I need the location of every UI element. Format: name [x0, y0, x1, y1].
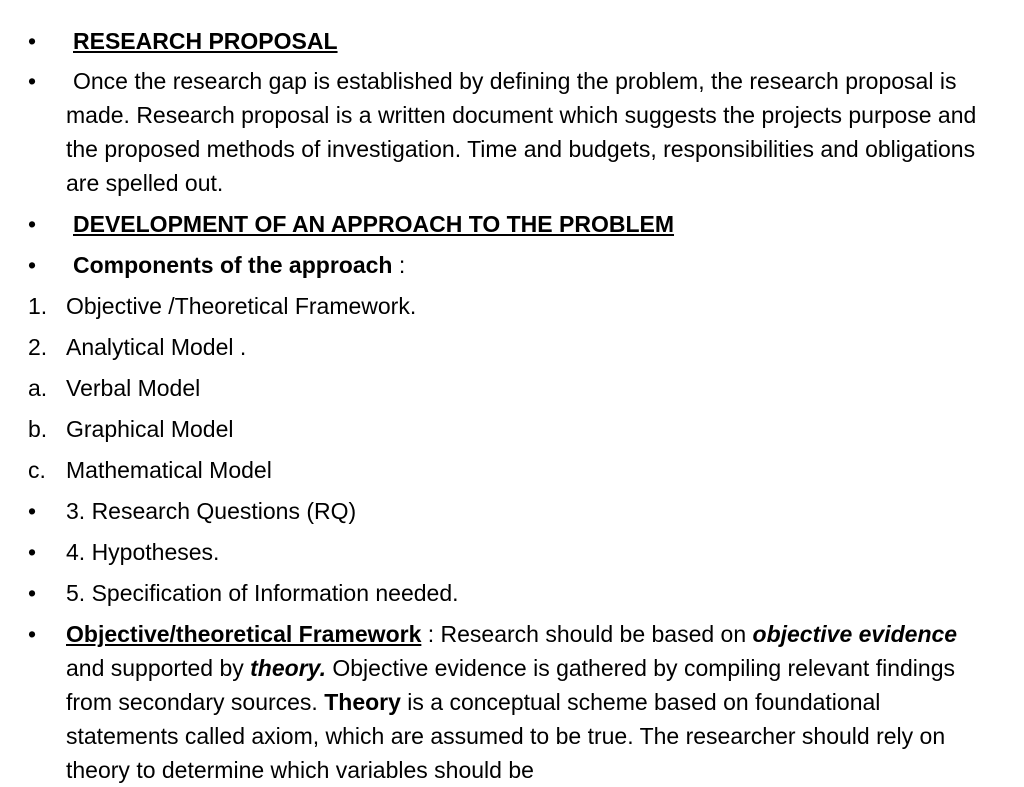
bullet-marker: •	[28, 211, 37, 237]
bullet-marker: •	[28, 68, 37, 94]
heading-research-proposal: RESEARCH PROPOSAL	[73, 28, 338, 54]
paragraph-text: Objective evidence is gathered by compiling relevant findings from secondary sources.	[66, 655, 955, 715]
paragraph-text: and supported by	[66, 655, 251, 681]
paragraph-text: : Research should be based on	[421, 621, 753, 647]
research-questions-text: 3. Research Questions (RQ)	[66, 498, 357, 524]
objective-text: Objective /Theoretical Framework.	[66, 293, 417, 319]
specification-text: 5. Specification of Information needed.	[66, 580, 459, 606]
theory-bold-term: Theory	[324, 689, 401, 715]
components-label: Components of the approach	[73, 252, 393, 278]
bullet-marker: •	[28, 580, 37, 606]
objective-framework-label: Objective/theoretical Framework	[66, 621, 422, 647]
bullet-marker: •	[28, 28, 37, 54]
proposal-description-text: Once the research gap is established by defining the problem, the research proposal is made. Research proposal is a written document which suggests the projects purpose and the proposed methods of investigation. Time and budgets, responsibilities and obligations are spelled out.	[66, 68, 977, 196]
components-suffix: :	[392, 252, 406, 278]
analytical-model-text: Analytical Model .	[66, 334, 247, 360]
hypotheses-text: 4. Hypotheses.	[66, 539, 220, 565]
bullet-marker: •	[28, 621, 37, 647]
letter-marker: b.	[28, 416, 48, 442]
objective-evidence-term: objective evidence	[752, 621, 958, 647]
bullet-marker: •	[28, 252, 37, 278]
theory-term: theory.	[250, 655, 326, 681]
verbal-model-text: Verbal Model	[66, 375, 201, 401]
paragraph-text: is a conceptual scheme based on foundational statements called axiom, which are assumed to be true. The researcher should rely on theory to determine which variables should be	[66, 689, 946, 783]
bullet-marker: •	[28, 539, 37, 565]
objective-framework-paragraph	[66, 617, 990, 787]
number-marker: 2.	[28, 334, 48, 360]
letter-marker: a.	[28, 375, 48, 401]
number-marker: 1.	[28, 293, 48, 319]
components-line	[73, 248, 997, 282]
letter-marker: c.	[28, 457, 46, 483]
bullet-marker: •	[28, 498, 37, 524]
graphical-model-text: Graphical Model	[66, 416, 234, 442]
heading-development-approach: DEVELOPMENT OF AN APPROACH TO THE PROBLEM	[73, 211, 675, 237]
mathematical-model-text: Mathematical Model	[66, 457, 272, 483]
